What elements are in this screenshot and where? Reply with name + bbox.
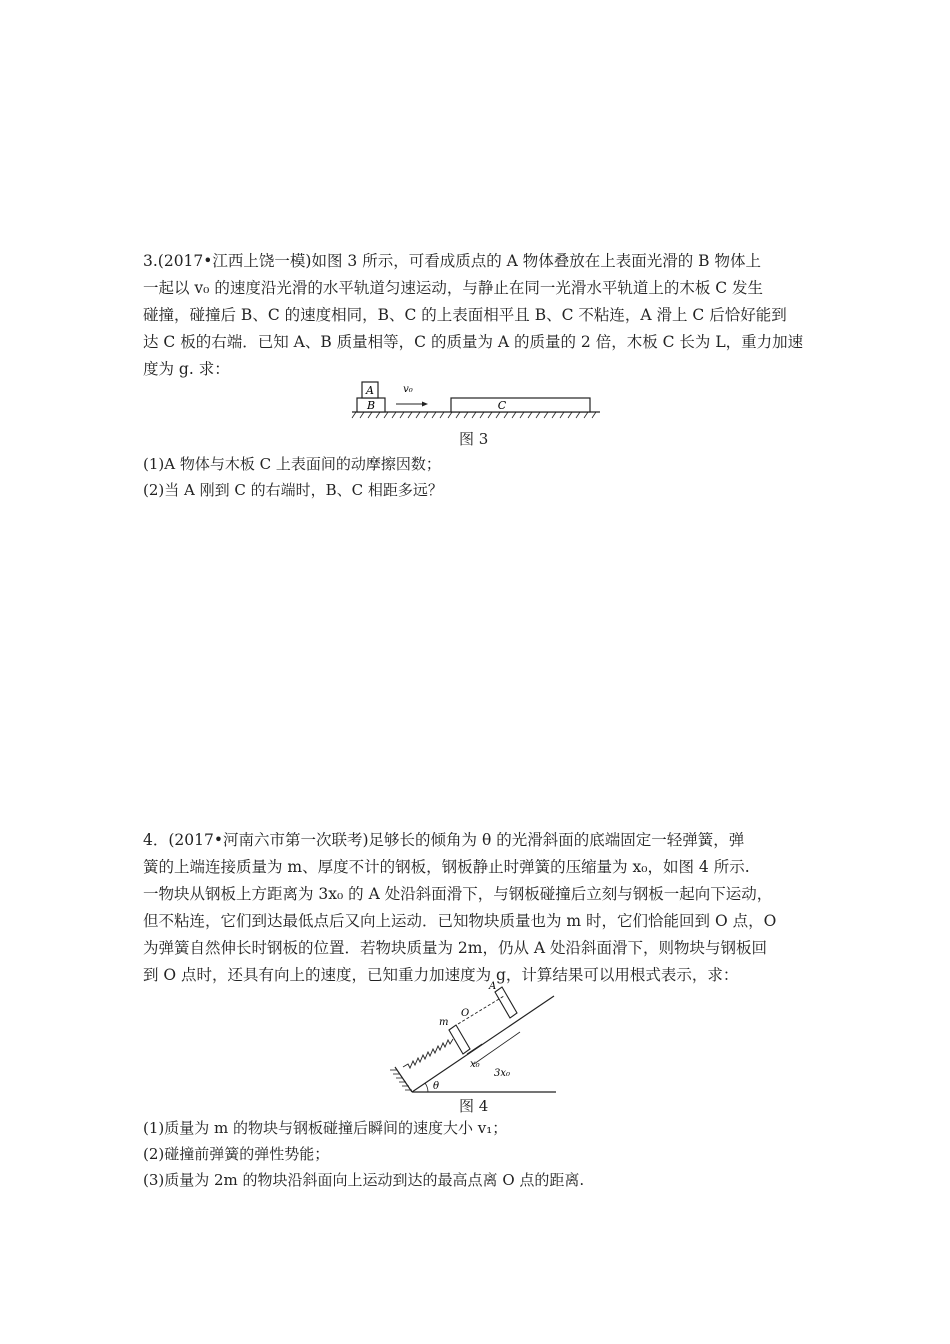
block-a-label: A: [366, 384, 374, 397]
question-item: (2)碰撞前弹簧的弹性势能；: [143, 1145, 330, 1163]
problem-4-line: 簧的上端连接质量为 m、厚度不计的钢板，钢板静止时弹簧的压缩量为 x₀，如图 4 所示.: [143, 858, 750, 876]
figure-3-caption: 图 3: [459, 430, 489, 448]
problem-4-line: 为弹簧自然伸长时钢板的位置．若物块质量为 2m，仍从 A 处沿斜面滑下，则物块与钢板回: [143, 939, 768, 957]
problem-3-line: 碰撞，碰撞后 B、C 的速度相同，B、C 的上表面相平且 B、C 不粘连，A 滑上 C 后恰好能到: [143, 306, 787, 324]
problem-4-line: 一物块从钢板上方距离为 3x₀ 的 A 处沿斜面滑下，与钢板碰撞后立刻与钢板一起向下运动，: [143, 885, 773, 903]
theta-label: θ: [433, 1081, 440, 1092]
problem-3-questions: [143, 451, 443, 503]
wall: [395, 1067, 412, 1092]
board-c-label: C: [497, 399, 507, 412]
figure-4-caption: 图 4: [459, 1097, 489, 1115]
3x0-dimension: [474, 1032, 520, 1064]
steel-plate-block: [449, 1025, 470, 1054]
3x0-label: 3x₀: [494, 1068, 511, 1079]
block-b-label: B: [366, 399, 376, 412]
velocity-arrowhead: [422, 402, 428, 407]
incline-surface: [412, 996, 554, 1092]
problem-4-line: 到 O 点时，还具有向上的速度，已知重力加速度为 g，计算结果可以用根式表示，求：: [143, 966, 739, 984]
ground-hatching: [352, 412, 596, 418]
board-c: [451, 398, 590, 412]
point-o-label: O: [461, 1008, 470, 1019]
problem-3-statement: [143, 248, 811, 383]
block-a: [495, 987, 517, 1018]
x0-label: x₀: [470, 1059, 480, 1070]
problem-3-line: 3.(2017•江西上饶一模)如图 3 所示，可看成质点的 A 物体叠放在上表面光滑的 B 物体上: [143, 252, 761, 270]
problem-3-line: 度为 g. 求：: [143, 360, 230, 378]
block-a-label: A: [489, 981, 497, 992]
figure-3-diagram: [350, 376, 610, 421]
problem-3-line: 达 C 板的右端．已知 A、B 质量相等，C 的质量为 A 的质量的 2 倍，木板 C 长为 L，重力加速: [143, 333, 804, 351]
problem-4-statement: [143, 827, 811, 989]
problem-4-questions: [143, 1115, 584, 1193]
question-item: (1)质量为 m 的物块与钢板碰撞后瞬间的速度大小 v₁；: [143, 1119, 508, 1137]
question-item: (1)A 物体与木板 C 上表面间的动摩擦因数；: [143, 455, 441, 473]
question-item: (2)当 A 刚到 C 的右端时，B、C 相距多远？: [143, 481, 443, 499]
question-item: (3)质量为 2m 的物块沿斜面向上运动到达的最高点离 O 点的距离.: [143, 1171, 585, 1189]
problem-4-line: 4．(2017•河南六市第一次联考)足够长的倾角为 θ 的光滑斜面的底端固定一轻弹簧，弹: [143, 831, 745, 849]
velocity-label: v₀: [403, 384, 413, 395]
problem-3-line: 一起以 v₀ 的速度沿光滑的水平轨道匀速运动，与静止在同一光滑水平轨道上的木板 C 发生: [143, 279, 764, 297]
angle-arc: [425, 1083, 428, 1092]
figure-4-diagram: [380, 978, 580, 1098]
problem-4-line: 但不粘连，它们到达最低点后又向上运动．已知物块质量也为 m 时，它们恰能回到 O 点，O: [143, 912, 777, 930]
mass-label: m: [439, 1017, 449, 1028]
spring: [403, 1039, 453, 1068]
